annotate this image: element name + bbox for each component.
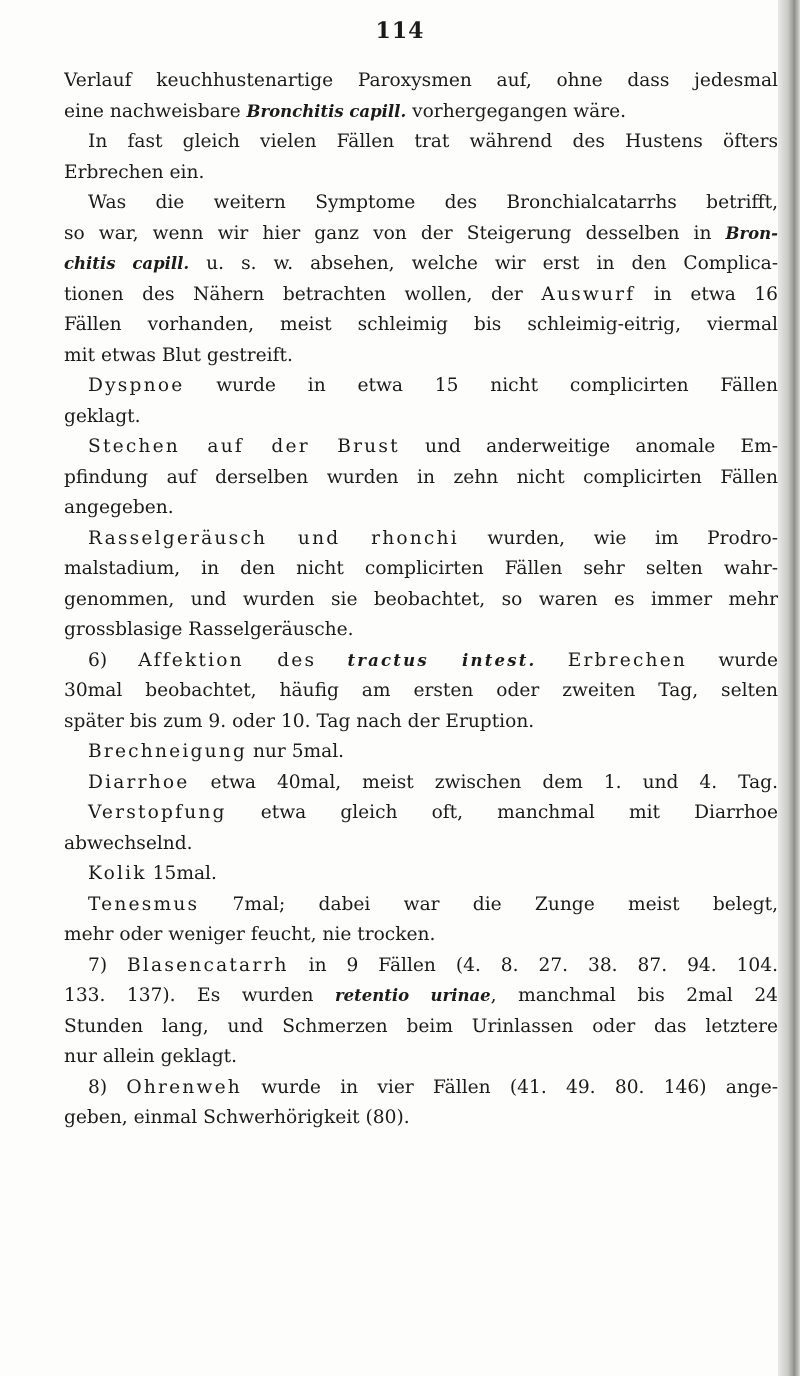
text-line: Stunden lang, und Schmerzen beim Urinlassen oder das letztere bbox=[64, 1015, 778, 1037]
text-line: 6) Affektion des tractus intest. Erbrechen wurde bbox=[88, 649, 778, 671]
text-line: 133. 137). Es wurden retentio urinae, manchmal bis 2mal 24 bbox=[64, 985, 778, 1006]
text-line: In fast gleich vielen Fällen trat während des Hustens öfters bbox=[88, 131, 778, 152]
page-binding-edge bbox=[778, 0, 800, 1376]
italic-term: tractus intest. bbox=[347, 650, 537, 670]
text-line: Fällen vorhanden, meist schleimig bis schleimig-eitrig, viermal bbox=[64, 314, 778, 335]
text-line: tionen des Nähern betrachten wollen, der Auswurf in etwa 16 bbox=[64, 283, 778, 305]
text-line: Verlauf keuchhustenartige Paroxysmen auf, ohne dass jedesmal bbox=[64, 70, 778, 91]
spaced-term: Dyspnoe bbox=[88, 375, 185, 396]
text-line: angegeben. bbox=[64, 497, 174, 518]
text-line: so war, wenn wir hier ganz von der Steigerung desselben in Bron- bbox=[64, 222, 778, 244]
italic-term: chitis capill. bbox=[64, 254, 190, 273]
spaced-term: Ohrenweh bbox=[126, 1076, 242, 1098]
text-line: Was die weitern Symptome des Bronchialcatarrhs betrifft, bbox=[88, 192, 778, 213]
text-line: pfindung auf derselben wurden in zehn nicht complicirten Fällen bbox=[64, 466, 778, 488]
spaced-term: Affektion des bbox=[138, 649, 317, 671]
italic-term: Bronchitis capill. bbox=[246, 101, 407, 121]
text-line: malstadium, in den nicht complicirten Fällen sehr selten wahr- bbox=[64, 558, 778, 579]
text-line: mit etwas Blut gestreift. bbox=[64, 344, 293, 366]
text-line: Verstopfung etwa gleich oft, manchmal mit Diarrhoe bbox=[88, 802, 778, 823]
body-text bbox=[64, 66, 778, 1134]
text-line: chitis capill. u. s. w. absehen, welche wir erst in den Complica- bbox=[64, 253, 778, 274]
spaced-term: Erbrechen bbox=[567, 649, 688, 671]
spaced-term: Tenesmus bbox=[88, 893, 200, 915]
text-line: mehr oder weniger feucht, nie trocken. bbox=[64, 924, 436, 945]
text-line: nur allein geklagt. bbox=[64, 1046, 238, 1067]
text-line: 30mal beobachtet, häufig am ersten oder zweiten Tag, selten bbox=[64, 680, 778, 701]
spaced-term: Brechneigung bbox=[88, 741, 248, 762]
text-line: genommen, und wurden sie beobachtet, so waren es immer mehr bbox=[64, 588, 778, 610]
italic-term: retentio urinae bbox=[334, 986, 491, 1005]
text-line: Erbrechen ein. bbox=[64, 161, 205, 183]
text-line: eine nachweisbare Bronchitis capill. vorhergegangen wäre. bbox=[64, 100, 627, 122]
text-line: geben, einmal Schwerhörigkeit (80). bbox=[64, 1107, 410, 1128]
spaced-term: Stechen auf der Brust bbox=[88, 436, 400, 457]
text-line: geklagt. bbox=[64, 405, 141, 427]
text-line: Dyspnoe wurde in etwa 15 nicht complicirten Fällen bbox=[88, 375, 778, 396]
text-line: Kolik 15mal. bbox=[88, 863, 217, 884]
text-line: abwechselnd. bbox=[64, 832, 193, 854]
spaced-term: Verstopfung bbox=[88, 802, 227, 823]
text-line: grossblasige Rasselgeräusche. bbox=[64, 619, 354, 640]
text-line: Diarrhoe etwa 40mal, meist zwischen dem 1. und 4. Tag. bbox=[88, 771, 778, 793]
text-line: 8) Ohrenweh wurde in vier Fällen (41. 49. 80. 146) ange- bbox=[88, 1076, 778, 1098]
italic-term: Bron- bbox=[725, 223, 778, 243]
text-line: Brechneigung nur 5mal. bbox=[88, 741, 345, 762]
text-line: Tenesmus 7mal; dabei war die Zunge meist belegt, bbox=[88, 893, 778, 915]
text-line: Rasselgeräusch und rhonchi wurden, wie im Prodro- bbox=[88, 527, 778, 549]
spaced-term: Rasselgeräusch und rhonchi bbox=[88, 527, 459, 549]
text-line: Stechen auf der Brust und anderweitige anomale Em- bbox=[88, 436, 778, 457]
spaced-term: Kolik bbox=[88, 863, 147, 884]
text-line: später bis zum 9. oder 10. Tag nach der Eruption. bbox=[64, 710, 535, 732]
spaced-term: Diarrhoe bbox=[88, 771, 190, 793]
page-number: 114 bbox=[375, 18, 425, 44]
spaced-term: Blasencatarrh bbox=[127, 954, 289, 976]
text-line: 7) Blasencatarrh in 9 Fällen (4. 8. 27. 38. 87. 94. 104. bbox=[88, 954, 778, 976]
spaced-term: Auswurf bbox=[541, 283, 636, 305]
